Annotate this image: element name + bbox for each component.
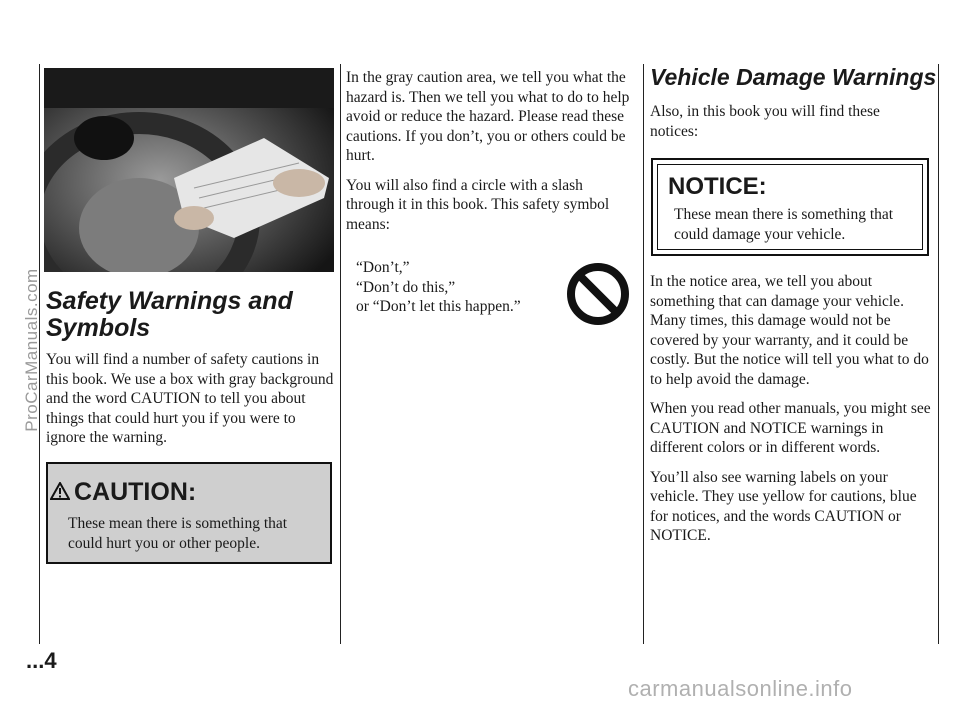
symbol-meaning-item: “Don’t do this,” [356,278,456,296]
notice-area-paragraph: In the notice area, we tell you about something that can damage your vehicle. Many times, this damage would not be covered by your warranty, and it could be costly. But the notice will tell you what to do to help avoid the damage. [650,273,929,388]
notice-box [651,158,929,256]
caution-box [46,462,332,564]
warning-labels-paragraph: You’ll also see warning labels on your vehicle. They use yellow for cautions, blue for notices, and the words CAUTION or NOTICE. [650,468,917,544]
watermark-bottom: carmanualsonline.info [628,676,853,701]
watermark-left: ProCarManuals.com [22,268,41,432]
vehicle-damage-heading: Vehicle Damage Warnings [650,64,937,90]
caution-area-paragraph: In the gray caution area, we tell you what the hazard is. Then we tell you what to do to help avoid or reduce the hazard. Please read these cautions. If you don’t, you or others could be hurt. [346,69,630,164]
other-manuals-paragraph: When you read other manuals, you might see CAUTION and NOTICE warnings in different colors or in different words. [650,400,931,456]
left-column-text [46,350,336,458]
notice-text: These mean there is something that could damage your vehicle. [674,206,894,243]
caution-text: These mean there is something that could hurt you or other people. [68,515,288,552]
caution-title: CAUTION: [74,478,197,506]
column-rule-right [643,64,644,644]
notice-box-frame [657,164,923,250]
warning-triangle-icon [50,482,70,500]
safety-cautions-paragraph: You will find a number of safety cautions in this book. We use a box with gray background and the word CAUTION to tell you about things that could hurt you if you were to ignore the warning. [46,351,334,446]
circle-slash-paragraph: You will also find a circle with a slash through it in this book. This safety symbol means: [346,176,610,233]
column-rule-middle [340,64,341,644]
right-column-text [650,272,932,556]
photo-illustration [44,68,334,272]
symbol-meaning-item: “Don’t,” [356,259,410,276]
notices-intro [650,102,930,151]
page-number: ...4 [26,648,57,673]
notices-intro-text: Also, in this book you will find these notices: [650,103,880,140]
notice-title: NOTICE: [668,173,767,200]
circle-slash-icon [566,262,630,326]
column-rule-far-right [938,64,939,644]
steering-wheel-photo [44,68,334,272]
middle-column-text [346,68,634,244]
safety-warnings-heading: Safety Warnings and Symbols [46,287,293,342]
symbol-meaning-item: or “Don’t let this happen.” [356,298,521,315]
